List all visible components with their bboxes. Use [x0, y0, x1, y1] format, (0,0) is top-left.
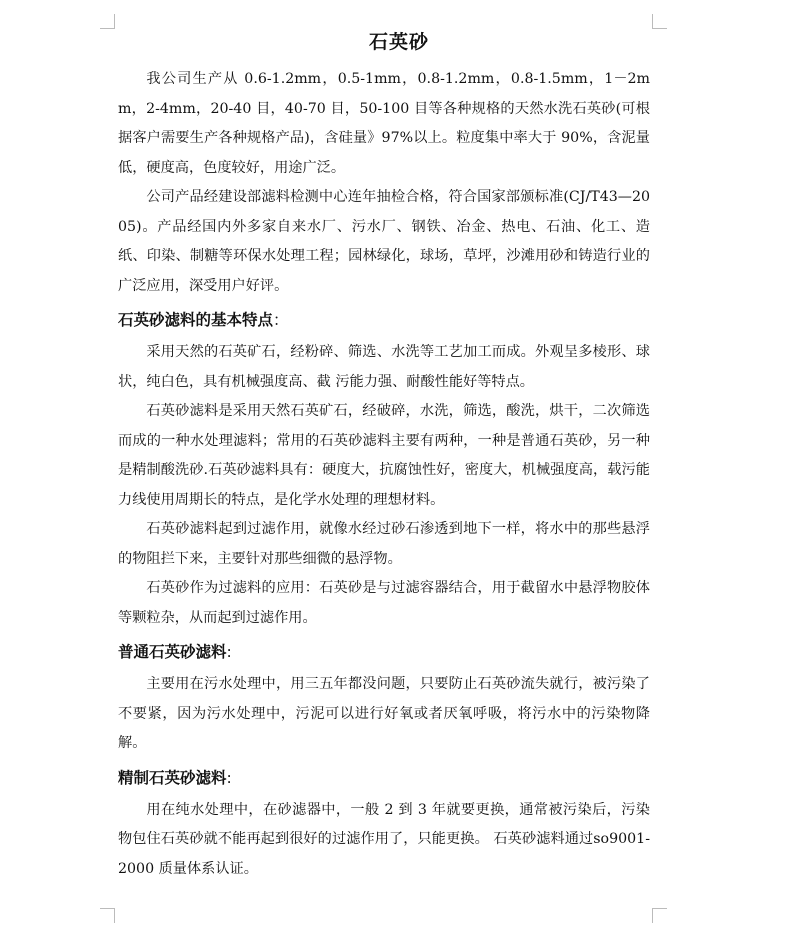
heading-text: 普通石英砂滤料 — [118, 643, 227, 661]
section-heading-ordinary-quartz-sand — [118, 637, 650, 667]
intro-paragraph: 公司产品经建设部滤料检测中心连年抽检合格，符合国家部颁标准(CJ/T43—2005)。产品经国内外多家自来水厂、污水厂、钢铁、冶金、热电、石油、化工、造纸、印染、制糖等环保水处理工程；园林绿化，球场，草坪，沙滩用砂和铸造行业的广泛应用，深受用户好评。 — [118, 189, 650, 294]
section-paragraph: 石英砂作为过滤料的应用：石英砂是与过滤容器结合，用于截留水中悬浮物胶体等颗粒杂，从而起到过滤作用。 — [118, 580, 650, 626]
document-title: 石英砂 — [368, 31, 429, 53]
section-paragraph: 石英砂滤料是采用天然石英矿石，经破碎，水洗，筛选，酸洗，烘干，二次筛选而成的一种水处理滤料；常用的石英砂滤料主要有两种，一种是普通石英砂，另一种是精制酸洗砂.石英砂滤料具有：硬度大，抗腐蚀性好，密度大，机械强度高，载污能力线使用周期长的特点，是化学水处理的理想材料。 — [118, 403, 650, 508]
section-paragraph: 主要用在污水处理中，用三五年都没问题，只要防止石英砂流失就行，被污染了不要紧，因为污水处理中，污泥可以进行好氧或者厌氧呼吸，将污水中的污染物降解。 — [118, 676, 650, 751]
section-paragraph: 石英砂滤料起到过滤作用，就像水经过砂石渗透到地下一样，将水中的那些悬浮的物阻拦下来，主要针对那些细微的悬浮物。 — [118, 521, 650, 567]
section-paragraph: 用在纯水处理中，在砂滤器中，一般 2 到 3 年就要更换，通常被污染后，污染物包住石英砂就不能再起到很好的过滤作用了，只能更换。 石英砂滤料通过so9001-2000 质量体系认证。 — [118, 801, 650, 877]
heading-text: 石英砂滤料的基本特点 — [118, 311, 274, 329]
heading-colon: : — [226, 643, 232, 661]
intro-paragraph: 我公司生产从 0.6-1.2mm，0.5-1mm，0.8-1.2mm，0.8-1.5mm，1－2mm，2-4mm，20-40 目，40-70 目，50-100 目等各种规格的天然水洗石英砂(可根据客户需要生产各种规格产品)，含硅量》97%以上。粒度集中率大于 90%，含泥量低，硬度高，色度较好，用途广泛。 — [118, 71, 650, 176]
page-corner-mark-bottom-right — [652, 908, 667, 923]
document-page — [118, 27, 650, 884]
page-corner-mark-top-left — [100, 14, 115, 29]
page-corner-mark-top-right — [652, 14, 667, 29]
section-heading-refined-quartz-sand — [118, 763, 650, 793]
heading-text: 精制石英砂滤料 — [118, 768, 227, 787]
section-heading-basic-features — [118, 305, 650, 335]
heading-colon: : — [226, 768, 232, 787]
page-corner-mark-bottom-left — [100, 908, 115, 923]
heading-colon: ： — [273, 311, 289, 329]
section-paragraph: 采用天然的石英矿石，经粉碎、筛选、水洗等工艺加工而成。外观呈多棱形、球状，纯白色，具有机械强度高、截 污能力强、耐酸性能好等特点。 — [118, 344, 650, 390]
